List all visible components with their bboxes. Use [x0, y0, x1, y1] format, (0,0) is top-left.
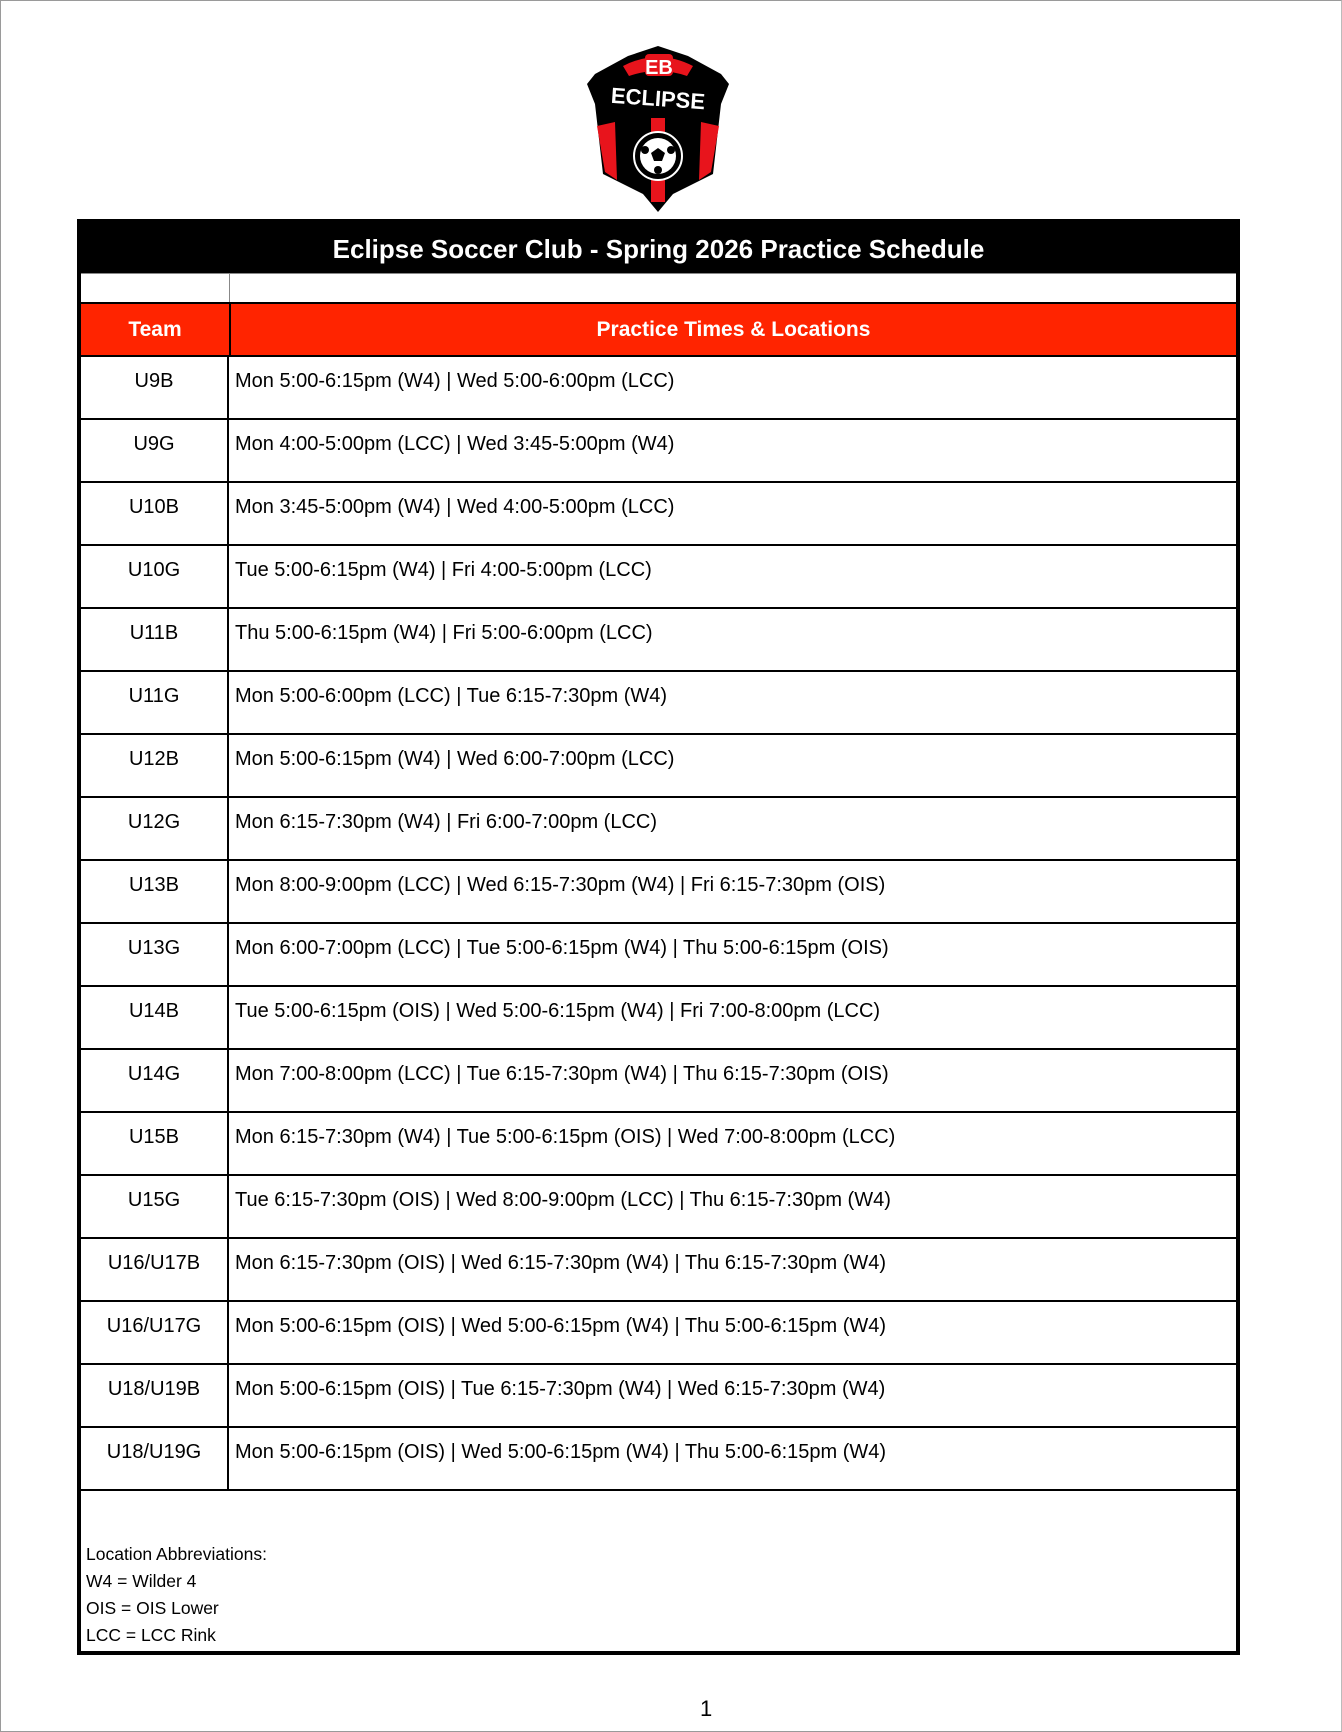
- practice-times-cell: Thu 5:00-6:15pm (W4) | Fri 5:00-6:00pm (LCC): [235, 622, 653, 644]
- table-row: [81, 420, 1236, 483]
- team-cell: U15G: [81, 1176, 229, 1237]
- blank-row: [81, 273, 1236, 304]
- practice-times-cell: Mon 5:00-6:15pm (W4) | Wed 5:00-6:00pm (LCC): [235, 370, 675, 392]
- svg-text:ECLIPSE: ECLIPSE: [610, 82, 706, 115]
- table-row: [81, 546, 1236, 609]
- practice-times-cell: Mon 6:15-7:30pm (W4) | Tue 5:00-6:15pm (OIS) | Wed 7:00-8:00pm (LCC): [235, 1126, 896, 1148]
- table-row: [81, 924, 1236, 987]
- table-row: [81, 483, 1236, 546]
- team-cell: U13G: [81, 924, 229, 985]
- team-cell: U11G: [81, 672, 229, 733]
- team-cell: U10B: [81, 483, 229, 544]
- eclipse-club-logo: [583, 44, 733, 214]
- practice-times-cell: Mon 7:00-8:00pm (LCC) | Tue 6:15-7:30pm (W4) | Thu 6:15-7:30pm (OIS): [235, 1063, 889, 1085]
- table-row: [81, 1176, 1236, 1239]
- svg-text:EB: EB: [645, 57, 673, 79]
- page-number: 1: [700, 1696, 713, 1721]
- table-row: [81, 798, 1236, 861]
- table-row: [81, 1113, 1236, 1176]
- table-row: [81, 1428, 1236, 1491]
- table-row: [81, 987, 1236, 1050]
- practice-times-cell: Tue 5:00-6:15pm (OIS) | Wed 5:00-6:15pm (W4) | Fri 7:00-8:00pm (LCC): [235, 1000, 881, 1022]
- team-cell: U13B: [81, 861, 229, 922]
- practice-times-cell: Mon 8:00-9:00pm (LCC) | Wed 6:15-7:30pm (W4) | Fri 6:15-7:30pm (OIS): [235, 874, 886, 896]
- team-cell: U18/U19G: [81, 1428, 229, 1489]
- abbreviations-heading: Location Abbreviations:: [86, 1544, 267, 1564]
- practice-times-cell: Mon 6:15-7:30pm (OIS) | Wed 6:15-7:30pm (W4) | Thu 6:15-7:30pm (W4): [235, 1252, 887, 1274]
- practice-times-cell: Mon 3:45-5:00pm (W4) | Wed 4:00-5:00pm (LCC): [235, 496, 675, 518]
- practice-times-cell: Mon 6:15-7:30pm (W4) | Fri 6:00-7:00pm (LCC): [235, 811, 658, 833]
- team-cell: U10G: [81, 546, 229, 607]
- location-abbreviations: [81, 1491, 1236, 1651]
- table-row: [81, 861, 1236, 924]
- practice-times-cell: Mon 5:00-6:15pm (OIS) | Tue 6:15-7:30pm (W4) | Wed 6:15-7:30pm (W4): [235, 1378, 886, 1400]
- practice-times-cell: Mon 4:00-5:00pm (LCC) | Wed 3:45-5:00pm (W4): [235, 433, 675, 455]
- team-cell: U15B: [81, 1113, 229, 1174]
- team-cell: U12G: [81, 798, 229, 859]
- practice-times-cell: Mon 5:00-6:15pm (OIS) | Wed 5:00-6:15pm (W4) | Thu 5:00-6:15pm (W4): [235, 1441, 887, 1463]
- table-row: [81, 357, 1236, 420]
- team-cell: U14G: [81, 1050, 229, 1111]
- header-team: Team: [81, 304, 231, 355]
- practice-schedule-table: [77, 219, 1240, 1655]
- practice-times-cell: Tue 6:15-7:30pm (OIS) | Wed 8:00-9:00pm (LCC) | Thu 6:15-7:30pm (W4): [235, 1189, 891, 1211]
- team-cell: U9G: [81, 420, 229, 481]
- abbreviation-item: OIS = OIS Lower: [86, 1598, 219, 1618]
- schedule-title: Eclipse Soccer Club - Spring 2026 Practice Schedule: [81, 223, 1236, 273]
- practice-times-cell: Mon 6:00-7:00pm (LCC) | Tue 5:00-6:15pm (W4) | Thu 5:00-6:15pm (OIS): [235, 937, 889, 959]
- table-row: [81, 1365, 1236, 1428]
- practice-times-cell: Mon 5:00-6:15pm (W4) | Wed 6:00-7:00pm (LCC): [235, 748, 675, 770]
- team-cell: U12B: [81, 735, 229, 796]
- table-row: [81, 735, 1236, 798]
- team-cell: U11B: [81, 609, 229, 670]
- practice-times-cell: Mon 5:00-6:15pm (OIS) | Wed 5:00-6:15pm (W4) | Thu 5:00-6:15pm (W4): [235, 1315, 887, 1337]
- abbreviation-item: W4 = Wilder 4: [86, 1571, 197, 1591]
- header-practice-times: Practice Times & Locations: [596, 317, 871, 341]
- table-row: [81, 1239, 1236, 1302]
- table-row: [81, 609, 1236, 672]
- table-row: [81, 1302, 1236, 1365]
- team-cell: U14B: [81, 987, 229, 1048]
- team-cell: U18/U19B: [81, 1365, 229, 1426]
- team-cell: U9B: [81, 357, 229, 418]
- abbreviation-item: LCC = LCC Rink: [86, 1625, 216, 1645]
- team-cell: U16/U17B: [81, 1239, 229, 1300]
- table-header: [81, 304, 1236, 357]
- practice-times-cell: Tue 5:00-6:15pm (W4) | Fri 4:00-5:00pm (LCC): [235, 559, 652, 581]
- team-cell: U16/U17G: [81, 1302, 229, 1363]
- practice-times-cell: Mon 5:00-6:00pm (LCC) | Tue 6:15-7:30pm (W4): [235, 685, 668, 707]
- table-row: [81, 1050, 1236, 1113]
- table-row: [81, 672, 1236, 735]
